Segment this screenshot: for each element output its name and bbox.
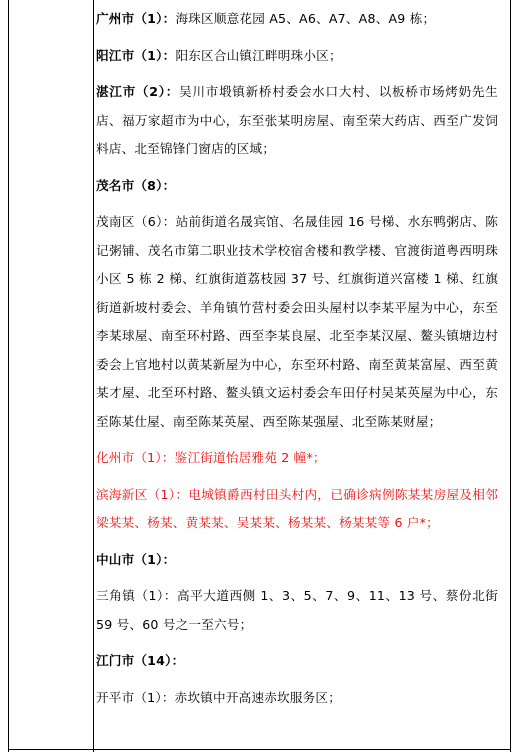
entry-sanjiao — [96, 582, 498, 639]
city-heading: 广州市（1）： — [96, 11, 176, 26]
city-heading: 江门市（14）： — [96, 653, 185, 668]
entry-text: 三角镇（1）：高平大道西侧 1、3、5、7、9、11、13 号、蔡份北街 59 号、60 号之一至六号； — [96, 588, 498, 632]
entry-text: 开平市（1）：赤坎镇中开高速赤坎服务区； — [96, 689, 341, 705]
table-bottom-border — [9, 749, 510, 750]
city-heading: 茂名市（8）： — [96, 177, 176, 193]
entry-jiangmen-heading — [96, 647, 498, 676]
city-heading: 湛江市（2）： — [96, 84, 180, 99]
entry-text: 阳东区合山镇江畔明珠小区； — [175, 47, 342, 63]
entry-huazhou — [96, 444, 498, 473]
entry-maonan — [96, 208, 498, 436]
city-heading: 中山市（1）： — [96, 551, 176, 567]
entry-maoming-heading — [96, 172, 498, 201]
entry-yangjiang — [96, 42, 498, 71]
entry-zhongshan-heading — [96, 546, 498, 575]
content-cell — [96, 5, 498, 712]
entry-text: 吴川市塅镇新桥村委会水口大村、以板桥市场烤奶先生店、福万家超市为中心，东至张某明房屋、南至荣大药店、西至广发饲料店、北至锦锋门窗店的区域； — [96, 84, 498, 156]
entry-text: 滨海新区（1）：电城镇爵西村田头村内，已确诊病例陈某某房屋及相邻梁某某、杨某、黄某某、吴某某、杨某某、杨某某等 6 户*； — [96, 486, 498, 530]
entry-text: 茂南区（6）：站前街道名晟宾馆、名晟佳园 16 号梯、水东鸭粥店、陈记粥铺、茂名市第二职业技术学校宿舍楼和教学楼、官渡街道粤西明珠小区 5 栋 2 梯、红旗街道荔枝园 37 号、红旗街道兴富楼 1 梯、红旗街道新坡村委会、羊角镇竹营村委会田头屋村以李某平屋为中心，东至李某球屋、南至环村路、西至李某良屋、北至李某汉屋、鳌头镇塘边村委会上官地村以黄某新屋为中心，东至环村路、南至黄某富屋、西至黄某才屋、北至环村路、鳌头镇文运村委会车田仔村吴某英屋为中心，东至陈某仕屋、南至陈某英屋、西至陈某强屋、北至陈某财屋； — [96, 214, 498, 429]
entry-kaiping — [96, 684, 498, 713]
city-heading: 阳江市（1）： — [96, 47, 176, 63]
entry-guangzhou — [96, 5, 498, 34]
entry-text: 海珠区顺意花园 A5、A6、A7、A8、A9 栋； — [175, 11, 436, 26]
table-left-column — [9, 0, 94, 752]
entry-binhai — [96, 481, 498, 538]
entry-zhanjiang — [96, 78, 498, 164]
entry-text: 化州市（1）：鉴江街道怡居雅苑 2 幢*； — [96, 450, 326, 465]
